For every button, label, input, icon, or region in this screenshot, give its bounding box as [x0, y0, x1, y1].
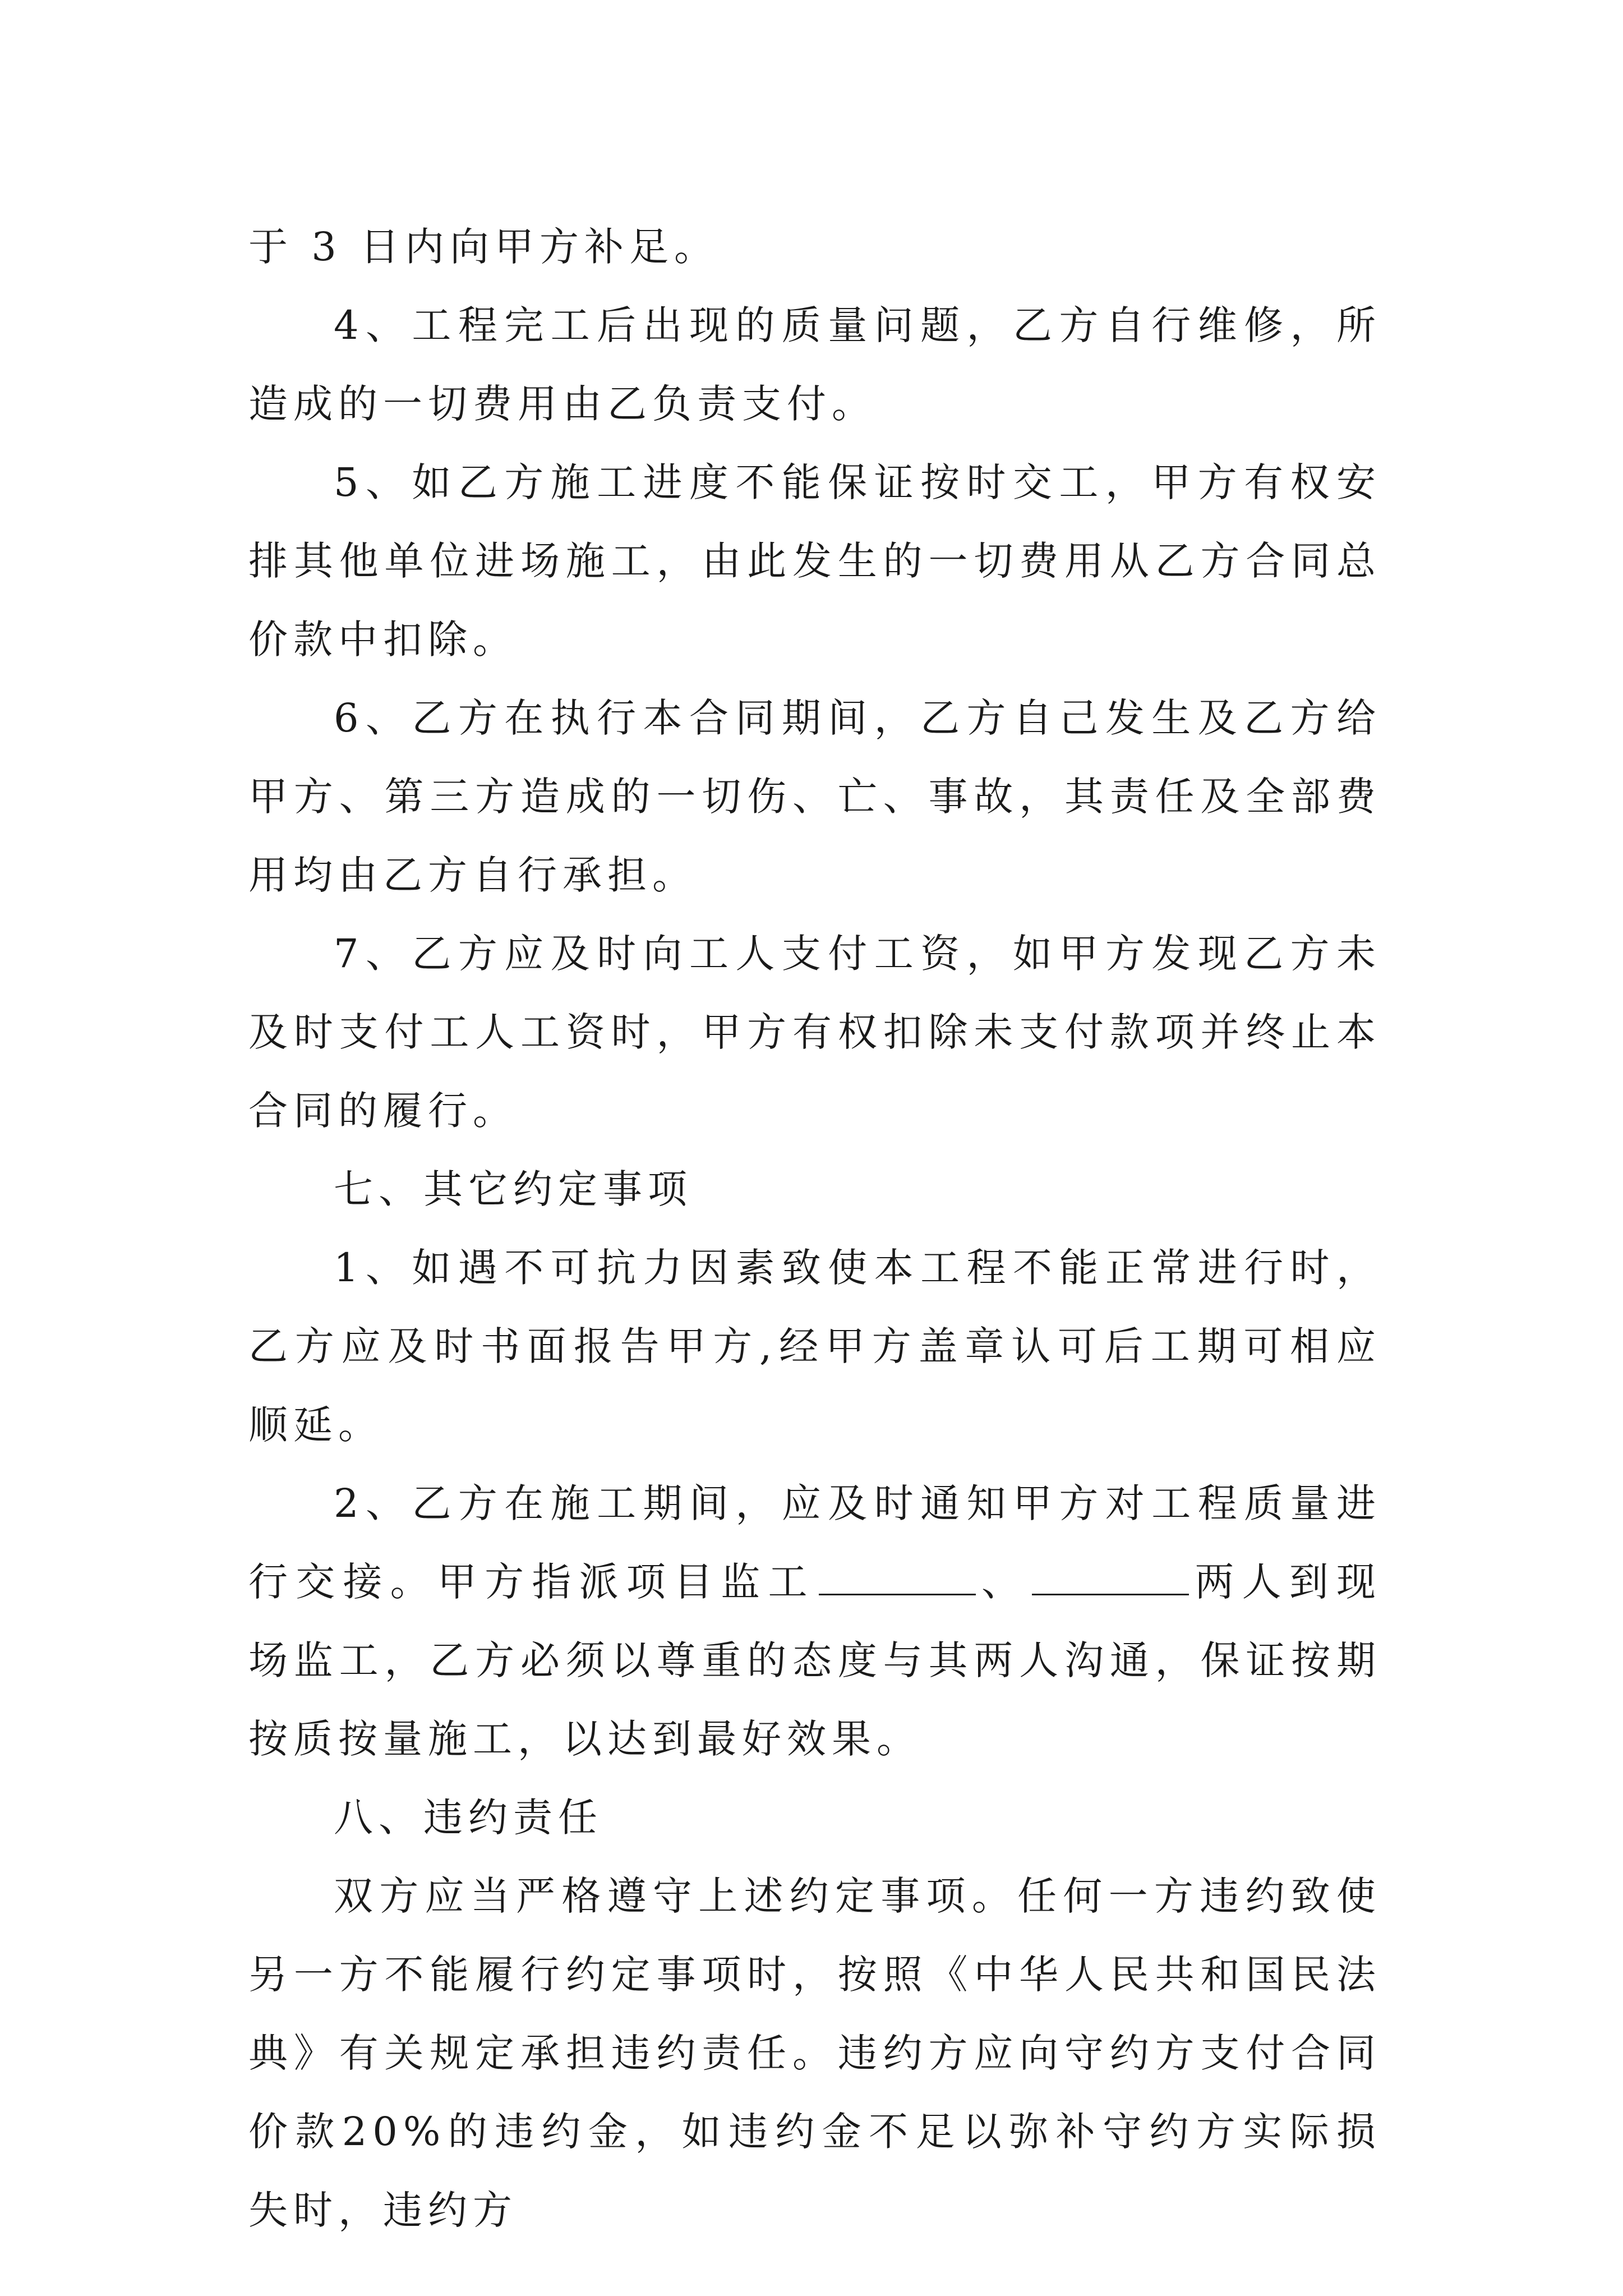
section-7-item-2 [248, 1464, 1381, 1778]
clause-7: 7、乙方应及时向工人支付工资，如甲方发现乙方未及时支付工人工资时，甲方有权扣除未支付款项并终止本合同的履行。 [248, 931, 1381, 1134]
clause-4: 4、工程完工后出现的质量问题，乙方自行维修，所造成的一切费用由乙负责支付。 [248, 302, 1381, 427]
clause-5: 5、如乙方施工进度不能保证按时交工，甲方有权安排其他单位进场施工，由此发生的一切费用从乙方合同总价款中扣除。 [248, 459, 1381, 662]
supervisor-name-blank-2 [1032, 1562, 1189, 1595]
section-8-body: 双方应当严格遵守上述约定事项。任何一方违约致使另一方不能履行约定事项时，按照《中华人民共和国民法典》有关规定承担违约责任。违约方应向守约方支付合同价款20%的违约金，如违约金不足以弥补守约方实际损失时，违约方 [248, 1873, 1381, 2233]
supervisor-name-blank-1 [819, 1562, 976, 1595]
section-7-item-2-text-a: 2、乙方在施工期间，应及时通知甲方对工程质量进行交接。甲方指派项目监工 [248, 1480, 1381, 1605]
section-7-item-1: 1、如遇不可抗力因素致使本工程不能正常进行时，乙方应及时书面报告甲方,经甲方盖章认可后工期可相应顺延。 [248, 1245, 1381, 1448]
section-7-item-2-separator: 、 [979, 1559, 1029, 1605]
paragraph-continuation: 于 3 日内向甲方补足。 [248, 224, 720, 270]
section-8-heading: 八、违约责任 [334, 1795, 603, 1841]
document-body [248, 208, 1381, 2249]
section-7-heading: 七、其它约定事项 [334, 1166, 693, 1212]
section-7-item-2-text-b: 两人到现场监工，乙方必须以尊重的态度与其两人沟通，保证按期按质按量施工，以达到最好效果。 [248, 1559, 1382, 1762]
clause-6: 6、乙方在执行本合同期间，乙方自己发生及乙方给甲方、第三方造成的一切伤、亡、事故，其责任及全部费用均由乙方自行承担。 [248, 695, 1381, 898]
